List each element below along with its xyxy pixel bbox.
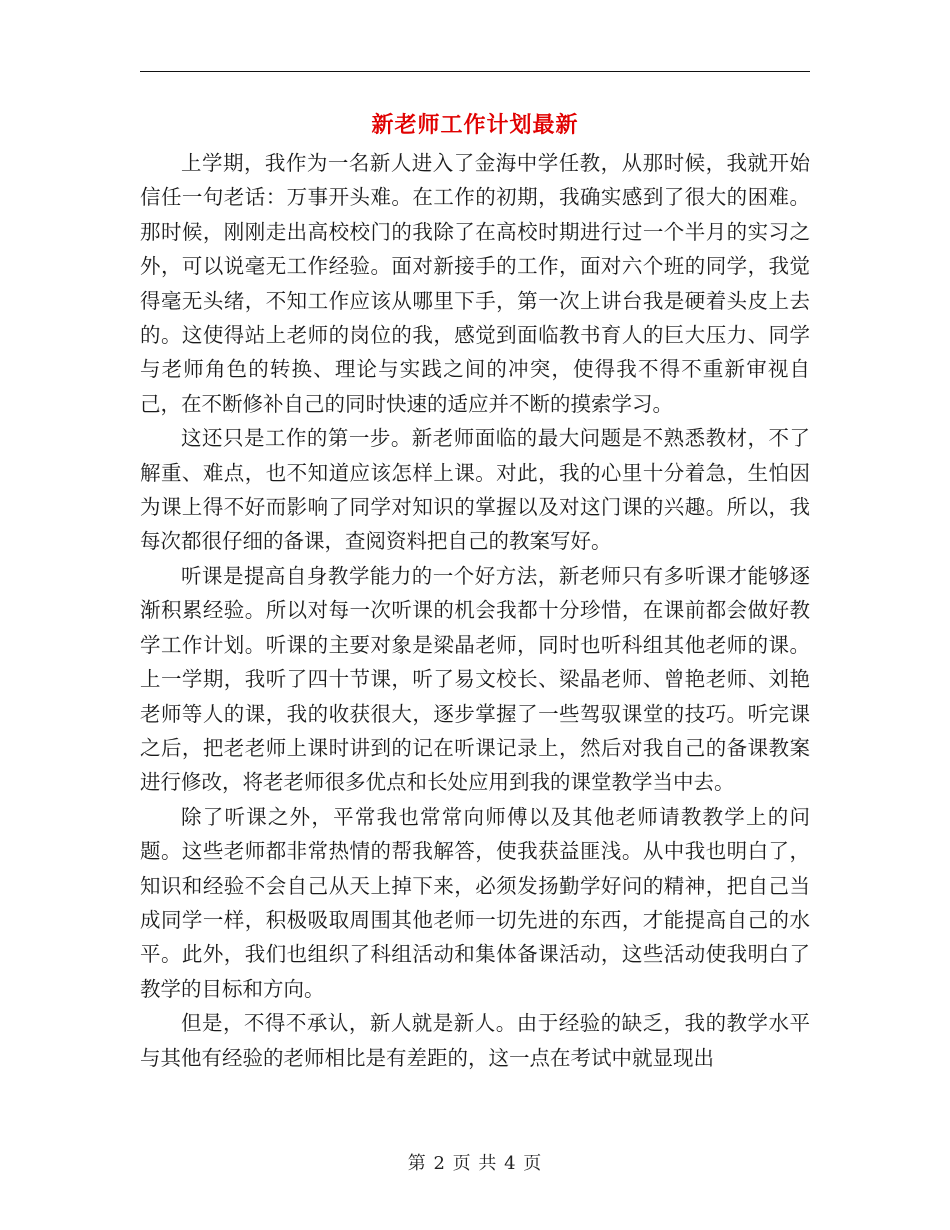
page-number-footer: 第 2 页 共 4 页 xyxy=(407,1153,543,1174)
paragraph-1: 上学期，我作为一名新人进入了金海中学任教，从那时候，我就开始信任一句老话：万事开头难。在工作的初期，我确实感到了很大的困难。那时候，刚刚走出高校校门的我除了在高校时期进行过一个半月的实习之外，可以说毫无工作经验。面对新接手的工作，面对六个班的同学，我觉得毫无头绪，不知工作应该从哪里下手，第一次上讲台我是硬着头皮上去的。这使得站上老师的岗位的我，感觉到面临教书育人的巨大压力、同学与老师角色的转换、理论与实践之间的冲突，使得我不得不重新审视自己，在不断修补自己的同时快速的适应并不断的摸索学习。 xyxy=(140,151,810,416)
paragraph-5: 但是，不得不承认，新人就是新人。由于经验的缺乏，我的教学水平与其他有经验的老师相比是有差距的，这一点在考试中就显现出 xyxy=(140,1011,810,1070)
paragraph-3: 听课是提高自身教学能力的一个好方法，新老师只有多听课才能够逐渐积累经验。所以对每一次听课的机会我都十分珍惜，在课前都会做好教学工作计划。听课的主要对象是梁晶老师，同时也听科组其他老师的课。上一学期，我听了四十节课，听了易文校长、梁晶老师、曾艳老师、刘艳老师等人的课，我的收获很大，逐步掌握了一些驾驭课堂的技巧。听完课之后，把老老师上课时讲到的记在听课记录上，然后对我自己的备课教案进行修改，将老老师很多优点和长处应用到我的课堂教学当中去。 xyxy=(140,563,810,795)
document-body xyxy=(140,146,810,1075)
header-rule xyxy=(140,71,810,72)
paragraph-4: 除了听课之外，平常我也常常向师傅以及其他老师请教教学上的问题。这些老师都非常热情的帮我解答，使我获益匪浅。从中我也明白了，知识和经验不会自己从天上掉下来，必须发扬勤学好问的精神，把自己当成同学一样，积极吸取周围其他老师一切先进的东西，才能提高自己的水平。此外，我们也组织了科组活动和集体备课活动，这些活动使我明白了教学的目标和方向。 xyxy=(140,804,810,1001)
paragraph-2: 这还只是工作的第一步。新老师面临的最大问题是不熟悉教材，不了解重、难点，也不知道应该怎样上课。对此，我的心里十分着急，生怕因为课上得不好而影响了同学对知识的掌握以及对这门课的兴趣。所以，我每次都很仔细的备课，查阅资料把自己的教案写好。 xyxy=(140,426,810,554)
document-title: 新老师工作计划最新 xyxy=(371,112,579,138)
